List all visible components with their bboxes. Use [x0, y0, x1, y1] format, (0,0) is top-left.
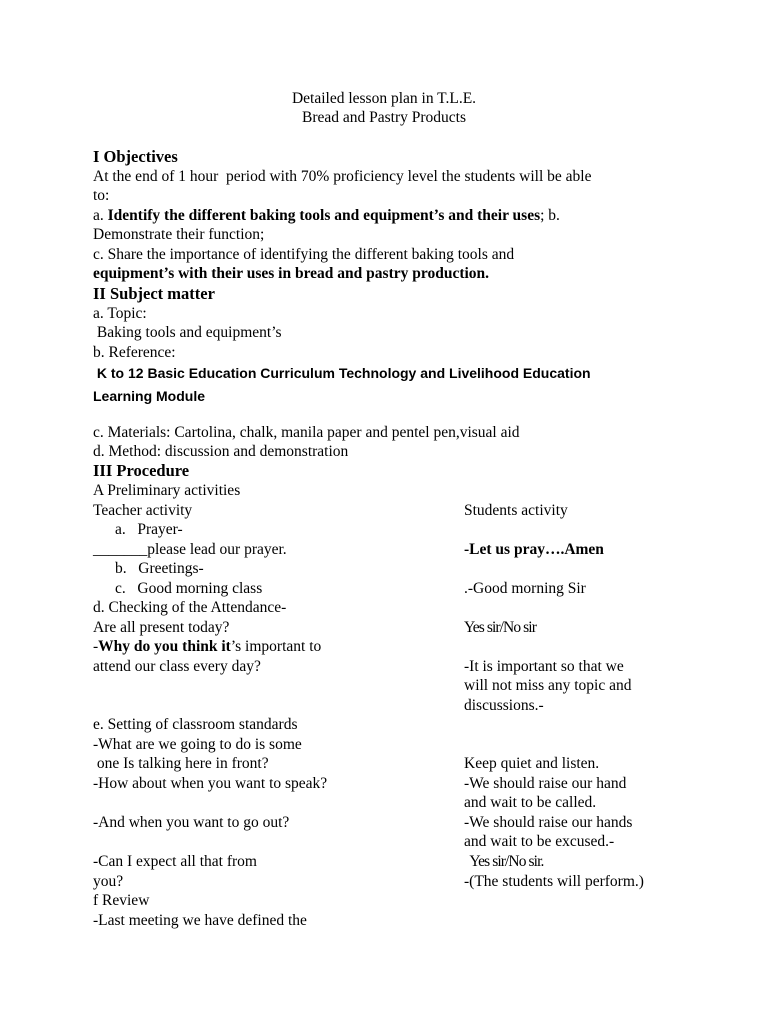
why-question-prefix: -	[93, 638, 99, 655]
speak-question: -How about when you want to speak?	[93, 775, 328, 792]
talking-response: Keep quiet and listen.	[464, 755, 600, 772]
speak-response-line-1: -We should raise our hand	[464, 775, 627, 792]
prayer-item: a. Prayer-	[115, 521, 183, 538]
prayer-lead: _______please lead our prayer.	[93, 541, 287, 558]
speak-response-line-2: and wait to be called.	[464, 794, 597, 811]
review-text: -Last meeting we have defined the	[93, 912, 307, 929]
why-question-line-2: attend our class every day?	[93, 658, 261, 675]
why-question-bold: Why do you think it	[98, 638, 231, 655]
procedure-heading: III Procedure	[93, 461, 190, 480]
objective-a-bold: Identify the different baking tools and equipment’s and their uses	[107, 207, 541, 224]
out-question: -And when you want to go out?	[93, 814, 290, 831]
objective-a-prefix: a.	[93, 207, 108, 224]
document-subtitle: Bread and Pastry Products	[301, 109, 466, 126]
talking-question-line-2: one Is talking here in front?	[93, 755, 269, 772]
expect-question-line-1: -Can I expect all that from	[93, 853, 257, 870]
reference-line-1: K to 12 Basic Education Curriculum Technology and Livelihood Education	[93, 365, 591, 381]
talking-question-line-1: -What are we going to do is some	[93, 736, 302, 753]
attendance-item: d. Checking of the Attendance-	[93, 599, 287, 616]
reference-line-2: Learning Module	[93, 388, 205, 404]
objective-a-suffix: ; b.	[540, 207, 560, 224]
expect-response-line-1: Yes sir/No sir.	[464, 853, 544, 870]
objective-b: Demonstrate their function;	[93, 226, 265, 243]
present-response: Yes sir/No sir	[464, 619, 536, 636]
preliminary-activities: A Preliminary activities	[93, 482, 241, 499]
out-response-line-1: -We should raise our hands	[464, 814, 633, 831]
teacher-activity-header: Teacher activity	[93, 502, 193, 519]
document-title: Detailed lesson plan in T.L.E.	[291, 90, 477, 107]
prayer-response: -Let us pray….Amen	[464, 541, 604, 558]
method: d. Method: discussion and demonstration	[93, 443, 349, 460]
subject-matter-heading: II Subject matter	[93, 284, 215, 303]
good-morning-response: .-Good morning Sir	[464, 580, 586, 597]
materials: c. Materials: Cartolina, chalk, manila paper and pentel pen,visual aid	[93, 424, 520, 441]
why-response-line-3: discussions.-	[464, 697, 544, 714]
why-response-line-2: will not miss any topic and	[464, 677, 632, 694]
objective-c: c. Share the importance of identifying the different baking tools and	[93, 246, 515, 263]
classroom-standards: e. Setting of classroom standards	[93, 716, 298, 733]
why-response-line-1: -It is important so that we	[464, 658, 624, 675]
expect-response-line-2: -(The students will perform.)	[464, 873, 644, 890]
topic-label: a. Topic:	[93, 305, 147, 322]
objectives-intro-line-1: At the end of 1 hour period with 70% proficiency level the students will be able	[93, 168, 592, 185]
objectives-intro-line-2: to:	[93, 187, 110, 204]
good-morning-item: c. Good morning class	[115, 580, 263, 597]
students-activity-header: Students activity	[464, 502, 568, 519]
why-question-suffix: ’s important to	[230, 638, 322, 655]
objective-c-continued: equipment’s with their uses in bread and pastry production.	[93, 265, 490, 282]
out-response-line-2: and wait to be excused.-	[464, 833, 615, 850]
objective-a	[93, 206, 560, 226]
review-item: f Review	[93, 892, 150, 909]
topic-value: Baking tools and equipment’s	[93, 324, 282, 341]
greetings-item: b. Greetings-	[115, 560, 204, 577]
objectives-heading: I Objectives	[93, 147, 178, 166]
present-question: Are all present today?	[93, 619, 230, 636]
expect-question-line-2: you?	[93, 873, 124, 890]
reference-label: b. Reference:	[93, 344, 176, 361]
why-question	[93, 637, 321, 657]
